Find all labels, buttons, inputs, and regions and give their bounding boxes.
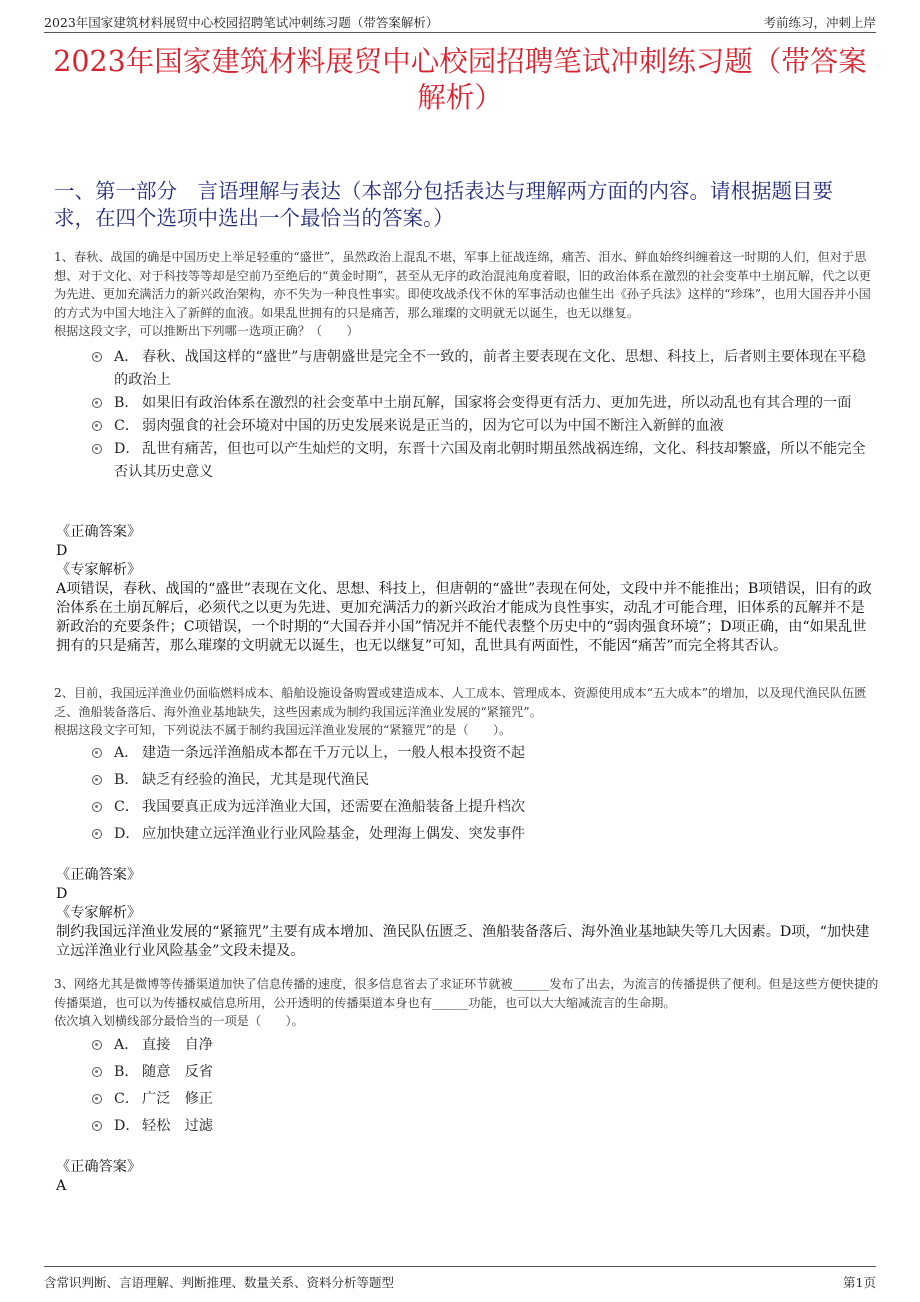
analysis-text: A项错误，春秋、战国的“盛世”表现在文化、思想、科技上，但唐朝的“盛世”表现在何处，文段中并不能推出；B项错误，旧有的政治体系在土崩瓦解后，必须代之以更为先进、更加充满活力的新兴政治才能成为良性事实，动乱才可能合理，旧体系的瓦解并不是新政治的充要条件；C项错误，一个时期的“大国吞并小国”情况并不能代表整个历史中的“弱肉强食环境”；D项正确，由“如果乱世拥有的只是痛苦，那么璀璨的文明就无以诞生，也无以继复”可知，乱世具有两面性，不能因“痛苦”而完全将其否认。 bbox=[56, 581, 872, 654]
page-header bbox=[44, 10, 876, 33]
radio-icon[interactable] bbox=[92, 1040, 102, 1050]
question-ask-text: 根据这段文字可知，下列说法不属于制约我国远洋渔业发展的“紧箍咒”的是（ ）。 bbox=[54, 723, 512, 737]
option-c[interactable]: C． 弱肉强食的社会环境对中国的历史发展来说是正当的，因为它可以为中国不断注入新鲜的血液 bbox=[92, 415, 868, 438]
header-doc-title: 2023年国家建筑材料展贸中心校园招聘笔试冲刺练习题（带答案解析） bbox=[44, 15, 439, 30]
answer-label: 《正确答案》 bbox=[56, 1159, 142, 1175]
page-footer bbox=[44, 1266, 876, 1290]
question-3-stem bbox=[54, 975, 880, 1031]
option-b[interactable]: B． 随意 反省 bbox=[92, 1061, 868, 1084]
question-3-answer-block bbox=[56, 1158, 876, 1196]
option-d[interactable]: D． 乱世有痛苦，但也可以产生灿烂的文明，东晋十六国及南北朝时期虽然战祸连绵，文化、科技却繁盛，所以不能完全否认其历史意义 bbox=[92, 438, 868, 484]
question-3-options bbox=[92, 1034, 868, 1138]
radio-icon[interactable] bbox=[92, 352, 102, 362]
question-stem-text: 1、春秋、战国的确是中国历史上举足轻重的“盛世”，虽然政治上混乱不堪，军事上征战连绵，痛苦、泪水、鲜血始终纠缠着这一时期的人们，但对于思想、对于文化、对于科技等等却是空前乃至绝后的“黄金时期”，甚至从无序的政治混沌角度着眼，旧的政治体系在激烈的社会变革中土崩瓦解，代之以更为先进、更加充满活力的新兴政治架构，亦不失为一种良性事实。即使攻战杀伐不休的军事活动也催生出《孙子兵法》这样的“珍珠”，也用大国吞并小国的方式为中国大地注入了新鲜的血液。如果乱世拥有的只是痛苦，那么璀璨的文明就无以诞生，也无以继复。 bbox=[54, 250, 871, 320]
footer-topics: 含常识判断、言语理解、判断推理、数量关系、资料分析等题型 bbox=[44, 1275, 395, 1290]
answer-value: D bbox=[56, 543, 68, 559]
analysis-text: 制约我国远洋渔业发展的“紧箍咒”主要有成本增加、渔民队伍匮乏、渔船装备落后、海外渔业基地缺失等几大因素。D项，“加快建立远洋渔业行业风险基金”文段未提及。 bbox=[56, 924, 870, 959]
radio-icon[interactable] bbox=[92, 1094, 102, 1104]
header-slogan: 考前练习，冲刺上岸 bbox=[763, 15, 876, 30]
radio-icon[interactable] bbox=[92, 444, 102, 454]
option-d[interactable]: D． 应加快建立远洋渔业行业风险基金，处理海上偶发、突发事件 bbox=[92, 823, 868, 846]
radio-icon[interactable] bbox=[92, 1121, 102, 1131]
question-2-options bbox=[92, 742, 868, 846]
option-a[interactable]: A． 建造一条远洋渔船成本都在千万元以上，一般人根本投资不起 bbox=[92, 742, 868, 765]
option-d[interactable]: D． 轻松 过滤 bbox=[92, 1115, 868, 1138]
radio-icon[interactable] bbox=[92, 421, 102, 431]
answer-label: 《正确答案》 bbox=[56, 524, 142, 540]
page-number: 第1页 bbox=[843, 1275, 876, 1290]
question-1-options bbox=[92, 346, 868, 484]
option-c[interactable]: C． 我国要真正成为远洋渔业大国，还需要在渔船装备上提升档次 bbox=[92, 796, 868, 819]
radio-icon[interactable] bbox=[92, 802, 102, 812]
analysis-label: 《专家解析》 bbox=[56, 562, 142, 578]
answer-value: D bbox=[56, 886, 68, 902]
option-a[interactable]: A． 直接 自净 bbox=[92, 1034, 868, 1057]
radio-icon[interactable] bbox=[92, 775, 102, 785]
radio-icon[interactable] bbox=[92, 748, 102, 758]
question-1-answer-block bbox=[56, 523, 876, 656]
question-stem-text: 3、网络尤其是微博等传播渠道加快了信息传播的速度，很多信息省去了求证环节就被______发布了出去，为流言的传播提供了便利。但是这些方便快捷的传播渠道，也可以为传播权威信息所用，公开透明的传播渠道本身也有______功能，也可以大大缩减流言的生命期。 bbox=[54, 977, 879, 1010]
radio-icon[interactable] bbox=[92, 398, 102, 408]
answer-label: 《正确答案》 bbox=[56, 867, 142, 883]
radio-icon[interactable] bbox=[92, 829, 102, 839]
question-ask-text: 根据这段文字，可以推断出下列哪一选项正确？（ ） bbox=[54, 324, 359, 338]
analysis-label: 《专家解析》 bbox=[56, 905, 142, 921]
question-ask-text: 依次填入划横线部分最恰当的一项是（ ）。 bbox=[54, 1014, 304, 1028]
radio-icon[interactable] bbox=[92, 1067, 102, 1077]
question-stem-text: 2、目前，我国远洋渔业仍面临燃料成本、船舶设施设备购置或建造成本、人工成本、管理成本、资源使用成本“五大成本”的增加，以及现代渔民队伍匮乏、渔船装备落后、海外渔业基地缺失，这些因素成为制约我国远洋渔业发展的“紧箍咒”。 bbox=[54, 686, 867, 719]
option-b[interactable]: B． 如果旧有政治体系在激烈的社会变革中土崩瓦解，国家将会变得更有活力、更加先进，所以动乱也有其合理的一面 bbox=[92, 392, 868, 415]
page-title: 2023年国家建筑材料展贸中心校园招聘笔试冲刺练习题（带答案解析） bbox=[53, 45, 867, 114]
option-b[interactable]: B． 缺乏有经验的渔民，尤其是现代渔民 bbox=[92, 769, 868, 792]
option-c[interactable]: C． 广泛 修正 bbox=[92, 1088, 868, 1111]
answer-value: A bbox=[56, 1178, 67, 1194]
question-2-answer-block bbox=[56, 866, 876, 961]
question-2-stem bbox=[54, 684, 880, 740]
section-heading: 一、第一部分 言语理解与表达（本部分包括表达与理解两方面的内容。请根据题目要求，在四个选项中选出一个最恰当的答案。） bbox=[54, 179, 833, 230]
option-a[interactable]: A． 春秋、战国这样的“盛世”与唐朝盛世是完全不一致的，前者主要表现在文化、思想、科技上，后者则主要体现在平稳的政治上 bbox=[92, 346, 868, 392]
question-1-stem bbox=[54, 248, 880, 341]
